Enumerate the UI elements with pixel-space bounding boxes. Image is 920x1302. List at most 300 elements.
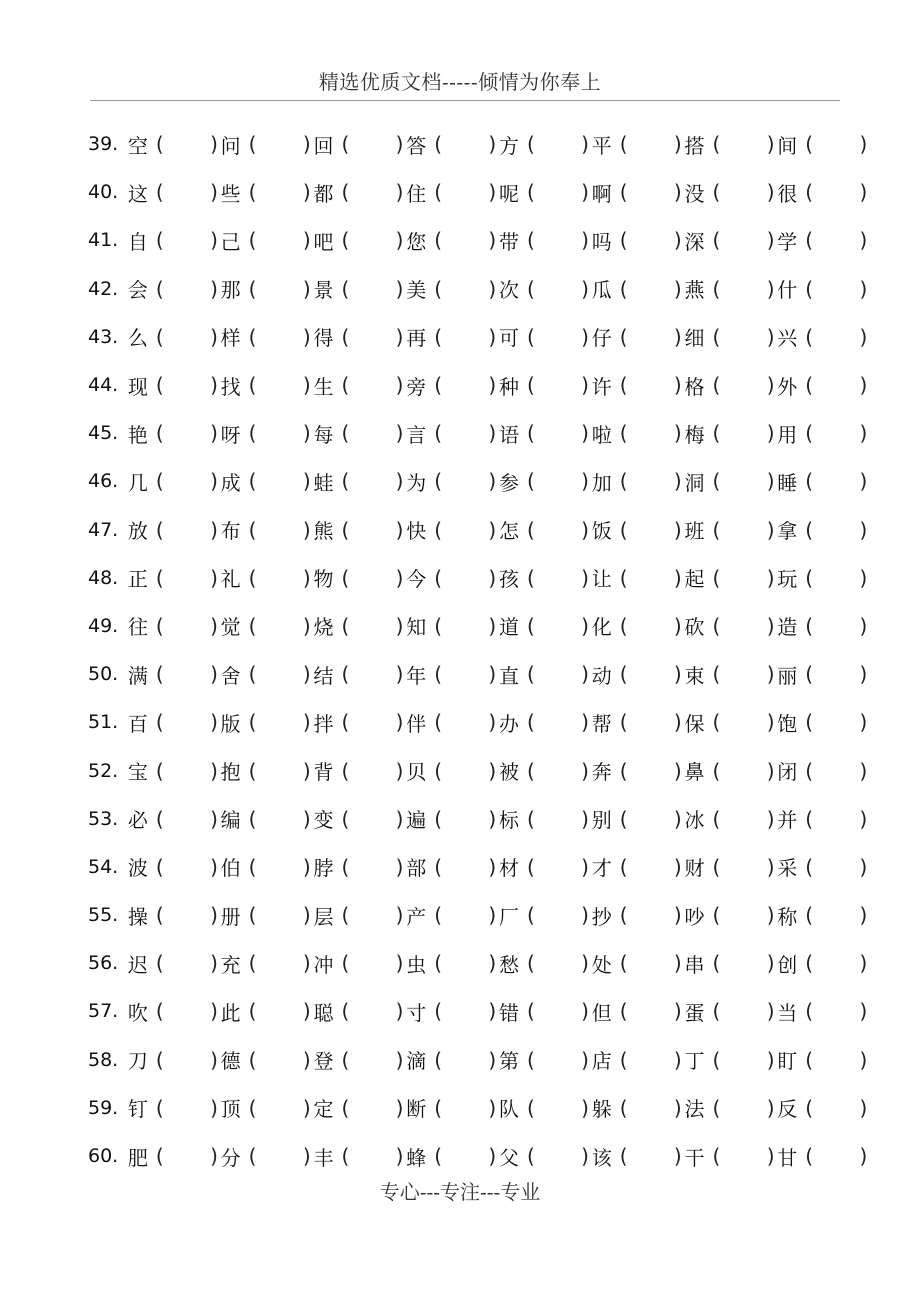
answer-blank[interactable]: [156, 469, 218, 493]
character-item: [497, 322, 590, 351]
character: 舍: [220, 663, 241, 688]
answer-blank[interactable]: [713, 132, 775, 156]
answer-blank[interactable]: [341, 1048, 403, 1072]
answer-blank[interactable]: [527, 710, 589, 734]
answer-blank[interactable]: [341, 807, 403, 831]
open-paren: (: [526, 903, 535, 928]
answer-blank[interactable]: [341, 566, 403, 590]
answer-blank[interactable]: [249, 999, 311, 1023]
character: 格: [684, 374, 705, 399]
answer-blank[interactable]: [156, 566, 218, 590]
open-paren: (: [434, 1047, 443, 1072]
character: 现: [127, 374, 148, 399]
answer-blank[interactable]: [620, 807, 682, 831]
answer-blank[interactable]: [620, 566, 682, 590]
answer-blank[interactable]: [713, 855, 775, 879]
answer-blank[interactable]: [805, 566, 867, 590]
answer-blank[interactable]: [805, 180, 867, 204]
answer-blank[interactable]: [620, 999, 682, 1023]
answer-blank[interactable]: [249, 614, 311, 638]
answer-blank[interactable]: [341, 132, 403, 156]
close-paren: ): [766, 421, 775, 446]
close-paren: ): [673, 373, 682, 398]
answer-blank[interactable]: [341, 999, 403, 1023]
close-paren: ): [581, 903, 589, 928]
close-paren: ): [766, 565, 775, 590]
character: 肥: [127, 1145, 148, 1170]
answer-blank[interactable]: [527, 1048, 589, 1072]
answer-blank[interactable]: [434, 903, 496, 927]
answer-blank[interactable]: [805, 807, 867, 831]
answer-blank[interactable]: [341, 277, 403, 301]
answer-blank[interactable]: [341, 518, 403, 542]
answer-blank[interactable]: [713, 421, 775, 445]
exercise-row: [88, 939, 868, 987]
character: 方: [498, 133, 519, 158]
character: 让: [591, 567, 612, 592]
answer-blank[interactable]: [620, 951, 682, 975]
close-paren: ): [488, 951, 497, 976]
answer-blank[interactable]: [527, 469, 589, 493]
answer-blank[interactable]: [341, 759, 403, 783]
character: 此: [220, 1000, 241, 1025]
answer-blank[interactable]: [527, 277, 589, 301]
answer-blank[interactable]: [620, 1096, 682, 1120]
open-paren: (: [619, 469, 628, 494]
character: 部: [406, 856, 427, 881]
answer-blank[interactable]: [713, 469, 775, 493]
character: 住: [406, 181, 427, 206]
answer-blank[interactable]: [156, 951, 218, 975]
answer-blank[interactable]: [620, 373, 682, 397]
close-paren: ): [488, 806, 497, 831]
character: 得: [313, 326, 334, 351]
answer-blank[interactable]: [805, 1096, 867, 1120]
answer-blank[interactable]: [341, 855, 403, 879]
answer-blank[interactable]: [713, 662, 775, 686]
answer-blank[interactable]: [434, 566, 496, 590]
answer-blank[interactable]: [434, 518, 496, 542]
open-paren: (: [712, 517, 721, 542]
answer-blank[interactable]: [434, 1048, 496, 1072]
answer-blank[interactable]: [527, 999, 589, 1023]
answer-blank[interactable]: [249, 807, 311, 831]
answer-blank[interactable]: [156, 903, 218, 927]
close-paren: ): [302, 662, 311, 687]
answer-blank[interactable]: [249, 373, 311, 397]
answer-blank[interactable]: [713, 951, 775, 975]
close-paren: ): [395, 1144, 404, 1169]
character: 反: [777, 1097, 798, 1122]
answer-blank[interactable]: [156, 373, 218, 397]
answer-blank[interactable]: [620, 1144, 682, 1168]
answer-blank[interactable]: [249, 1144, 311, 1168]
answer-blank[interactable]: [156, 1096, 218, 1120]
character: 美: [406, 278, 427, 303]
answer-blank[interactable]: [527, 421, 589, 445]
character: 冰: [684, 808, 705, 833]
answer-blank[interactable]: [249, 325, 311, 349]
open-paren: (: [619, 903, 628, 928]
open-paren: (: [341, 903, 350, 928]
answer-blank[interactable]: [713, 277, 775, 301]
answer-blank[interactable]: [249, 903, 311, 927]
answer-blank[interactable]: [434, 855, 496, 879]
answer-blank[interactable]: [156, 662, 218, 686]
character: 很: [777, 181, 798, 206]
answer-blank[interactable]: [620, 759, 682, 783]
character-item: [219, 804, 312, 833]
answer-blank[interactable]: [713, 325, 775, 349]
answer-blank[interactable]: [434, 710, 496, 734]
answer-blank[interactable]: [249, 1048, 311, 1072]
answer-blank[interactable]: [620, 903, 682, 927]
answer-blank[interactable]: [249, 421, 311, 445]
answer-blank[interactable]: [156, 614, 218, 638]
open-paren: (: [341, 710, 350, 735]
character-item: [775, 1093, 868, 1122]
close-paren: ): [581, 854, 589, 879]
answer-blank[interactable]: [620, 277, 682, 301]
answer-blank[interactable]: [156, 518, 218, 542]
answer-blank[interactable]: [249, 759, 311, 783]
answer-blank[interactable]: [713, 1048, 775, 1072]
character: 梅: [684, 422, 705, 447]
answer-blank[interactable]: [341, 903, 403, 927]
character: 处: [591, 952, 612, 977]
character-item: [590, 756, 683, 785]
answer-blank[interactable]: [341, 614, 403, 638]
open-paren: (: [248, 806, 257, 831]
answer-blank[interactable]: [805, 1144, 867, 1168]
character: 标: [498, 808, 519, 833]
open-paren: (: [341, 951, 350, 976]
answer-blank[interactable]: [713, 228, 775, 252]
open-paren: (: [712, 613, 721, 638]
answer-blank[interactable]: [434, 228, 496, 252]
answer-blank[interactable]: [805, 132, 867, 156]
close-paren: ): [859, 1095, 868, 1120]
answer-blank[interactable]: [620, 518, 682, 542]
close-paren: ): [210, 903, 218, 928]
answer-blank[interactable]: [249, 518, 311, 542]
open-paren: (: [434, 999, 443, 1024]
answer-blank[interactable]: [805, 855, 867, 879]
answer-blank[interactable]: [713, 1144, 775, 1168]
answer-blank[interactable]: [713, 614, 775, 638]
answer-blank[interactable]: [620, 469, 682, 493]
character: 产: [406, 904, 427, 929]
answer-blank[interactable]: [805, 325, 867, 349]
answer-blank[interactable]: [527, 180, 589, 204]
answer-blank[interactable]: [805, 951, 867, 975]
answer-blank[interactable]: [249, 855, 311, 879]
character: 加: [591, 470, 612, 495]
answer-blank[interactable]: [620, 228, 682, 252]
answer-blank[interactable]: [620, 325, 682, 349]
answer-blank[interactable]: [527, 373, 589, 397]
character-item: [683, 1142, 776, 1171]
character-item: [775, 949, 868, 978]
close-paren: ): [766, 999, 775, 1024]
answer-blank[interactable]: [341, 710, 403, 734]
answer-blank[interactable]: [156, 999, 218, 1023]
close-paren: ): [488, 469, 497, 494]
answer-blank[interactable]: [527, 759, 589, 783]
answer-blank[interactable]: [805, 710, 867, 734]
answer-blank[interactable]: [156, 807, 218, 831]
answer-blank[interactable]: [249, 277, 311, 301]
character: 啊: [591, 181, 612, 206]
answer-blank[interactable]: [527, 614, 589, 638]
answer-blank[interactable]: [156, 1144, 218, 1168]
character-item: [219, 226, 312, 255]
close-paren: ): [766, 1047, 775, 1072]
answer-blank[interactable]: [156, 710, 218, 734]
answer-blank[interactable]: [341, 180, 403, 204]
answer-blank[interactable]: [527, 132, 589, 156]
page-footer: 专心---专注---专业: [379, 1180, 541, 1204]
answer-blank[interactable]: [341, 228, 403, 252]
answer-blank[interactable]: [620, 132, 682, 156]
answer-blank[interactable]: [805, 999, 867, 1023]
open-paren: (: [805, 276, 814, 301]
answer-blank[interactable]: [434, 132, 496, 156]
answer-blank[interactable]: [620, 1048, 682, 1072]
row-number: 46.: [88, 470, 119, 493]
answer-blank[interactable]: [341, 1096, 403, 1120]
answer-blank[interactable]: [156, 325, 218, 349]
answer-blank[interactable]: [249, 180, 311, 204]
answer-blank[interactable]: [341, 662, 403, 686]
exercise-row: [88, 409, 868, 457]
answer-blank[interactable]: [249, 132, 311, 156]
answer-blank[interactable]: [805, 518, 867, 542]
character: 为: [406, 470, 427, 495]
answer-blank[interactable]: [249, 710, 311, 734]
answer-blank[interactable]: [434, 1144, 496, 1168]
answer-blank[interactable]: [434, 1096, 496, 1120]
answer-blank[interactable]: [434, 662, 496, 686]
answer-blank[interactable]: [341, 325, 403, 349]
character-item: [126, 563, 219, 592]
answer-blank[interactable]: [156, 1048, 218, 1072]
answer-blank[interactable]: [805, 903, 867, 927]
answer-blank[interactable]: [527, 855, 589, 879]
open-paren: (: [434, 228, 443, 253]
character-item: [126, 322, 219, 351]
answer-blank[interactable]: [156, 421, 218, 445]
close-paren: ): [766, 180, 775, 205]
answer-blank[interactable]: [434, 180, 496, 204]
answer-blank[interactable]: [249, 228, 311, 252]
answer-blank[interactable]: [713, 999, 775, 1023]
open-paren: (: [526, 1144, 535, 1169]
character-item: [590, 611, 683, 640]
character-item: [219, 949, 312, 978]
answer-blank[interactable]: [156, 759, 218, 783]
close-paren: ): [673, 565, 682, 590]
character: 财: [684, 856, 705, 881]
character: 定: [313, 1097, 334, 1122]
character: 熊: [313, 519, 334, 544]
answer-blank[interactable]: [713, 373, 775, 397]
character: 往: [127, 615, 148, 640]
answer-blank[interactable]: [156, 132, 218, 156]
answer-blank[interactable]: [156, 277, 218, 301]
answer-blank[interactable]: [620, 421, 682, 445]
close-paren: ): [581, 132, 589, 157]
answer-blank[interactable]: [620, 662, 682, 686]
open-paren: (: [619, 132, 628, 157]
answer-blank[interactable]: [805, 421, 867, 445]
answer-blank[interactable]: [713, 1096, 775, 1120]
answer-blank[interactable]: [434, 999, 496, 1023]
open-paren: (: [712, 999, 721, 1024]
answer-blank[interactable]: [434, 614, 496, 638]
character: 愁: [498, 952, 519, 977]
character-item: [404, 371, 497, 400]
character: 成: [220, 470, 241, 495]
character-item: [590, 901, 683, 930]
answer-blank[interactable]: [434, 469, 496, 493]
answer-blank[interactable]: [341, 1144, 403, 1168]
close-paren: ): [859, 324, 868, 349]
row-number: 59.: [88, 1096, 119, 1119]
open-paren: (: [712, 276, 721, 301]
close-paren: ): [581, 228, 589, 253]
answer-blank[interactable]: [805, 277, 867, 301]
answer-blank[interactable]: [249, 1096, 311, 1120]
answer-blank[interactable]: [527, 807, 589, 831]
answer-blank[interactable]: [341, 469, 403, 493]
close-paren: ): [395, 421, 404, 446]
character-item: [497, 467, 590, 496]
answer-blank[interactable]: [434, 759, 496, 783]
answer-blank[interactable]: [249, 662, 311, 686]
close-paren: ): [581, 1144, 589, 1169]
character-item: [404, 467, 497, 496]
open-paren: (: [248, 758, 257, 783]
close-paren: ): [581, 517, 589, 542]
answer-blank[interactable]: [527, 228, 589, 252]
answer-blank[interactable]: [341, 951, 403, 975]
answer-blank[interactable]: [620, 855, 682, 879]
open-paren: (: [805, 421, 814, 446]
character: 细: [684, 326, 705, 351]
answer-blank[interactable]: [620, 180, 682, 204]
character: 背: [313, 760, 334, 785]
answer-blank[interactable]: [527, 325, 589, 349]
answer-blank[interactable]: [713, 807, 775, 831]
answer-blank[interactable]: [156, 855, 218, 879]
answer-blank[interactable]: [341, 373, 403, 397]
row-number: 44.: [88, 374, 119, 397]
answer-blank[interactable]: [156, 180, 218, 204]
close-paren: ): [210, 806, 218, 831]
answer-blank[interactable]: [156, 228, 218, 252]
close-paren: ): [488, 565, 497, 590]
answer-blank[interactable]: [527, 1096, 589, 1120]
answer-blank[interactable]: [434, 951, 496, 975]
answer-blank[interactable]: [713, 759, 775, 783]
answer-blank[interactable]: [434, 373, 496, 397]
close-paren: ): [210, 999, 218, 1024]
answer-blank[interactable]: [805, 614, 867, 638]
close-paren: ): [210, 132, 218, 157]
exercise-row: [88, 602, 868, 650]
answer-blank[interactable]: [805, 759, 867, 783]
answer-blank[interactable]: [713, 903, 775, 927]
close-paren: ): [673, 1144, 682, 1169]
answer-blank[interactable]: [249, 951, 311, 975]
close-paren: ): [673, 806, 682, 831]
open-paren: (: [155, 132, 164, 157]
answer-blank[interactable]: [713, 180, 775, 204]
close-paren: ): [488, 999, 497, 1024]
character: 知: [406, 615, 427, 640]
character-item: [126, 515, 219, 544]
character-item: [683, 226, 776, 255]
answer-blank[interactable]: [713, 710, 775, 734]
exercise-row: [88, 843, 868, 891]
answer-blank[interactable]: [249, 566, 311, 590]
answer-blank[interactable]: [805, 662, 867, 686]
close-paren: ): [766, 228, 775, 253]
answer-blank[interactable]: [620, 710, 682, 734]
answer-blank[interactable]: [805, 1048, 867, 1072]
answer-blank[interactable]: [527, 1144, 589, 1168]
character: 满: [127, 663, 148, 688]
answer-blank[interactable]: [527, 518, 589, 542]
close-paren: ): [210, 228, 218, 253]
answer-blank[interactable]: [713, 518, 775, 542]
character: 种: [498, 374, 519, 399]
open-paren: (: [805, 228, 814, 253]
answer-blank[interactable]: [620, 614, 682, 638]
answer-blank[interactable]: [434, 807, 496, 831]
answer-blank[interactable]: [434, 325, 496, 349]
character: 什: [777, 278, 798, 303]
close-paren: ): [302, 999, 311, 1024]
answer-blank[interactable]: [805, 373, 867, 397]
open-paren: (: [712, 662, 721, 687]
close-paren: ): [302, 373, 311, 398]
open-paren: (: [155, 1144, 164, 1169]
character-item: [126, 852, 219, 881]
answer-blank[interactable]: [434, 421, 496, 445]
character: 才: [591, 856, 612, 881]
character: 并: [777, 808, 798, 833]
answer-blank[interactable]: [527, 951, 589, 975]
answer-blank[interactable]: [713, 566, 775, 590]
exercise-row: [88, 795, 868, 843]
answer-blank[interactable]: [527, 566, 589, 590]
character: 厂: [498, 904, 519, 929]
answer-blank[interactable]: [805, 469, 867, 493]
open-paren: (: [248, 421, 257, 446]
open-paren: (: [341, 999, 350, 1024]
answer-blank[interactable]: [434, 277, 496, 301]
character: 吹: [127, 1000, 148, 1025]
character-item: [775, 901, 868, 930]
answer-blank[interactable]: [527, 903, 589, 927]
answer-blank[interactable]: [805, 228, 867, 252]
answer-blank[interactable]: [249, 469, 311, 493]
answer-blank[interactable]: [341, 421, 403, 445]
close-paren: ): [581, 1095, 589, 1120]
answer-blank[interactable]: [527, 662, 589, 686]
